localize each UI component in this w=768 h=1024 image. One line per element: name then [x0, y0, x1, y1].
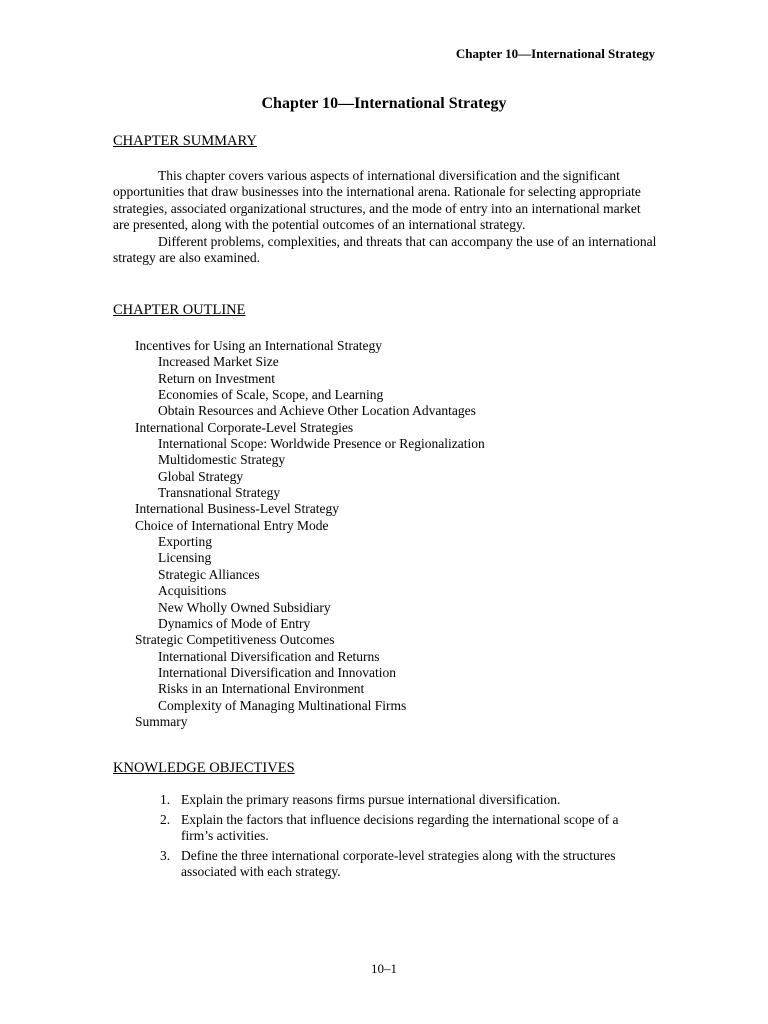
outline-item: Choice of International Entry Mode: [135, 517, 329, 533]
chapter-title: Chapter 10—International Strategy: [261, 95, 507, 112]
outline-subitem: Transnational Strategy: [158, 485, 281, 501]
knowledge-objectives-list: [160, 792, 640, 884]
outline-subitem: Multidomestic Strategy: [158, 452, 286, 468]
outline-subitem: Strategic Alliances: [158, 566, 260, 582]
summary-paragraph: Different problems, complexities, and threats that can accompany the use of an international strategy are also examined.: [113, 233, 657, 266]
outline-subitem: Increased Market Size: [158, 354, 279, 370]
outline-subitem: Licensing: [158, 550, 212, 566]
page-number: 10–1: [371, 961, 397, 976]
objective-number: 1.: [160, 792, 171, 807]
outline-item: International Corporate-Level Strategies: [135, 419, 354, 435]
outline-subitem: Dynamics of Mode of Entry: [158, 615, 311, 631]
outline-item: Summary: [135, 713, 188, 729]
outline-subitem: Economies of Scale, Scope, and Learning: [158, 387, 384, 403]
outline-subitem: Global Strategy: [158, 468, 244, 484]
outline-subitem: New Wholly Owned Subsidiary: [158, 599, 331, 615]
summary-paragraph: This chapter covers various aspects of international diversification and the significant opportunities that draw businesses into the international arena. Rationale for selecting appropriate strategies, associated organizational structures, and the mode of entry into an international market are presented, along with the potential outcomes of an international strategy.: [113, 168, 641, 233]
objective-item: [160, 812, 640, 844]
outline-subitem: International Scope: Worldwide Presence or Regionalization: [158, 436, 485, 452]
objective-item: [160, 848, 640, 880]
outline-subitem: Complexity of Managing Multinational Firms: [158, 697, 407, 713]
outline-subitem: Exporting: [158, 534, 212, 550]
outline-subitem: International Diversification and Innovation: [158, 664, 397, 680]
objective-number: 2.: [160, 812, 171, 827]
outline-subitem: Risks in an International Environment: [158, 681, 365, 697]
outline-subitem: Acquisitions: [158, 583, 227, 599]
outline-item: International Business-Level Strategy: [135, 501, 339, 517]
objective-item: [160, 792, 640, 808]
chapter-summary: [113, 168, 658, 266]
chapter-outline-heading: CHAPTER OUTLINE: [113, 302, 246, 318]
objective-text: Define the three international corporate-level strategies along with the structures associated with each strategy.: [181, 848, 616, 879]
objective-text: Explain the primary reasons firms pursue international diversification.: [181, 792, 561, 807]
objective-text: Explain the factors that influence decisions regarding the international scope of a firm’s activities.: [181, 812, 619, 843]
running-header: Chapter 10—International Strategy: [455, 46, 655, 61]
outline-item: Incentives for Using an International Strategy: [135, 338, 383, 353]
objective-number: 3.: [160, 848, 171, 863]
knowledge-objectives-heading: KNOWLEDGE OBJECTIVES: [113, 760, 295, 776]
chapter-summary-heading: CHAPTER SUMMARY: [113, 133, 257, 149]
outline-subitem: Return on Investment: [158, 370, 275, 386]
outline-item: Strategic Competitiveness Outcomes: [135, 632, 335, 648]
outline-subitem: Obtain Resources and Achieve Other Location Advantages: [158, 403, 476, 419]
outline-subitem: International Diversification and Returns: [158, 648, 380, 664]
chapter-outline-list: [135, 338, 485, 730]
